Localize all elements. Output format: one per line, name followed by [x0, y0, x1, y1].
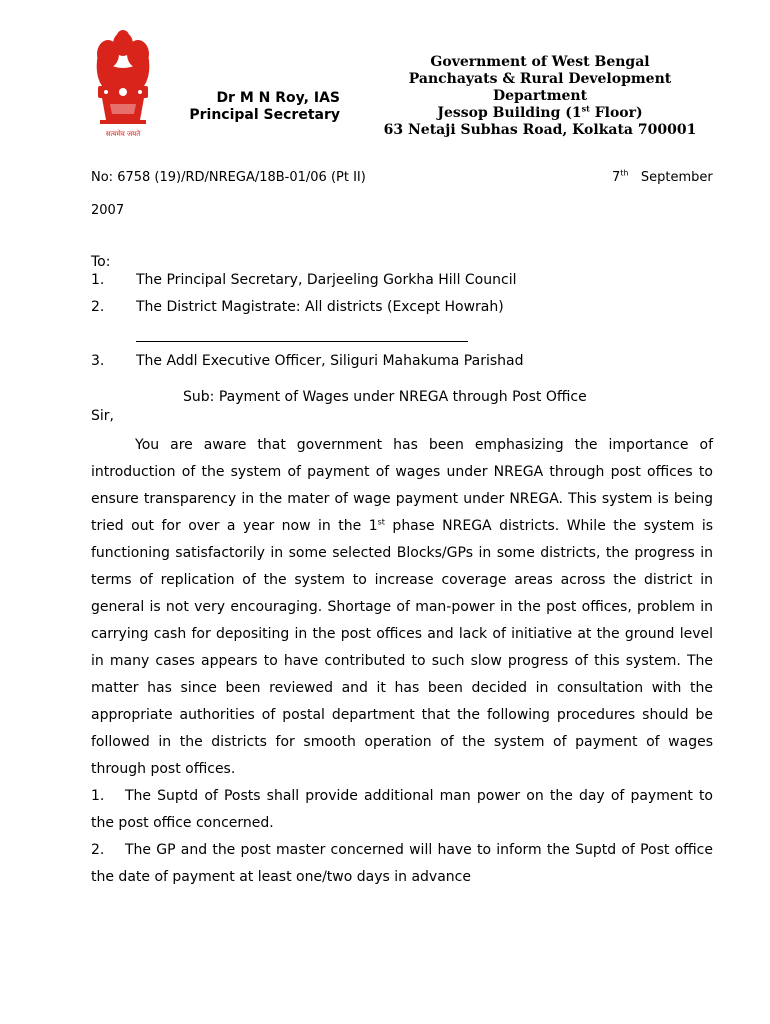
emblem-motto: सत्यमेव जयते: [105, 130, 141, 138]
recipient-text: The Principal Secretary, Darjeeling Gorkha Hill Council: [136, 272, 517, 288]
office-line-2: Panchayats & Rural Development: [408, 71, 672, 87]
date-suffix: th: [620, 168, 629, 178]
recipient-item: [91, 299, 504, 315]
body-paragraph-sup: st: [377, 517, 385, 527]
recipient-item: [91, 353, 523, 369]
procedure-point: [91, 783, 713, 837]
date-month: September: [640, 170, 713, 185]
date-year: 2007: [91, 203, 125, 218]
office-line-4-start: Jessop Building (1: [437, 105, 582, 121]
blank-line-divider: [136, 341, 468, 342]
reference-number: No: 6758 (19)/RD/NREGA/18B-01/06 (Pt II): [91, 170, 366, 185]
procedure-text: The GP and the post master concerned will have to inform the Suptd of Post office the date of payment at least one/two days in advance: [91, 842, 713, 885]
office-line-3: Department: [492, 88, 588, 104]
procedure-number: 1.: [91, 788, 105, 804]
office-line-4: [380, 105, 700, 122]
recipient-item: [91, 272, 516, 288]
recipient-text: The Addl Executive Officer, Siliguri Mahakuma Parishad: [136, 353, 524, 369]
sender-title: Principal Secretary: [189, 107, 340, 123]
procedure-text: The Suptd of Posts shall provide additional man power on the day of payment to the post office concerned.: [91, 788, 713, 831]
office-line-1: Government of West Bengal: [430, 54, 650, 70]
subject-line: Sub: Payment of Wages under NREGA through Post Office: [183, 389, 587, 405]
procedure-number: 2.: [91, 842, 105, 858]
office-address: [380, 54, 700, 139]
salutation: Sir,: [91, 408, 114, 424]
recipient-text: The District Magistrate: All districts (Except Howrah): [136, 299, 504, 315]
to-label: To:: [91, 254, 111, 270]
office-line-4-sup: st: [581, 103, 590, 114]
sender-block: [170, 90, 340, 124]
state-emblem: [92, 24, 154, 148]
recipient-number: 1.: [91, 272, 105, 288]
office-line-4-end: Floor): [589, 105, 643, 121]
sender-name: Dr M N Roy, IAS: [216, 90, 340, 106]
procedure-point: [91, 837, 713, 891]
letter-body: [91, 432, 713, 891]
recipient-number: 2.: [91, 299, 105, 315]
body-paragraph-end: phase NREGA districts. While the system is functioning satisfactorily in some selected Blocks/GPs in some districts, the progress in terms of replication of the system to increase coverage areas across the district in general is not very encouraging. Shortage of man-power in the post offices, problem in carrying cash for depositing in the post offices and lack of initiative at the ground level in many cases appears to have contributed to such slow progress of this system. The matter has since been reviewed and it has been decided in consultation with the appropriate authorities of postal department that the following procedures should be followed in the districts for smooth operation of the system of payment of wages through post offices.: [91, 518, 713, 777]
body-paragraph: [91, 432, 713, 783]
date-day: 7: [612, 170, 621, 185]
letter-date: [612, 170, 713, 185]
office-line-5: 63 Netaji Subhas Road, Kolkata 700001: [383, 122, 697, 138]
recipient-number: 3.: [91, 353, 105, 369]
body-paragraph-start: You are aware that government has been emphasizing the importance of introduction of the system of payment of wages under NREGA through post offices to ensure transparency in the mater of wage payment under NREGA. This system is being tried out for over a year now in the 1: [91, 437, 713, 534]
